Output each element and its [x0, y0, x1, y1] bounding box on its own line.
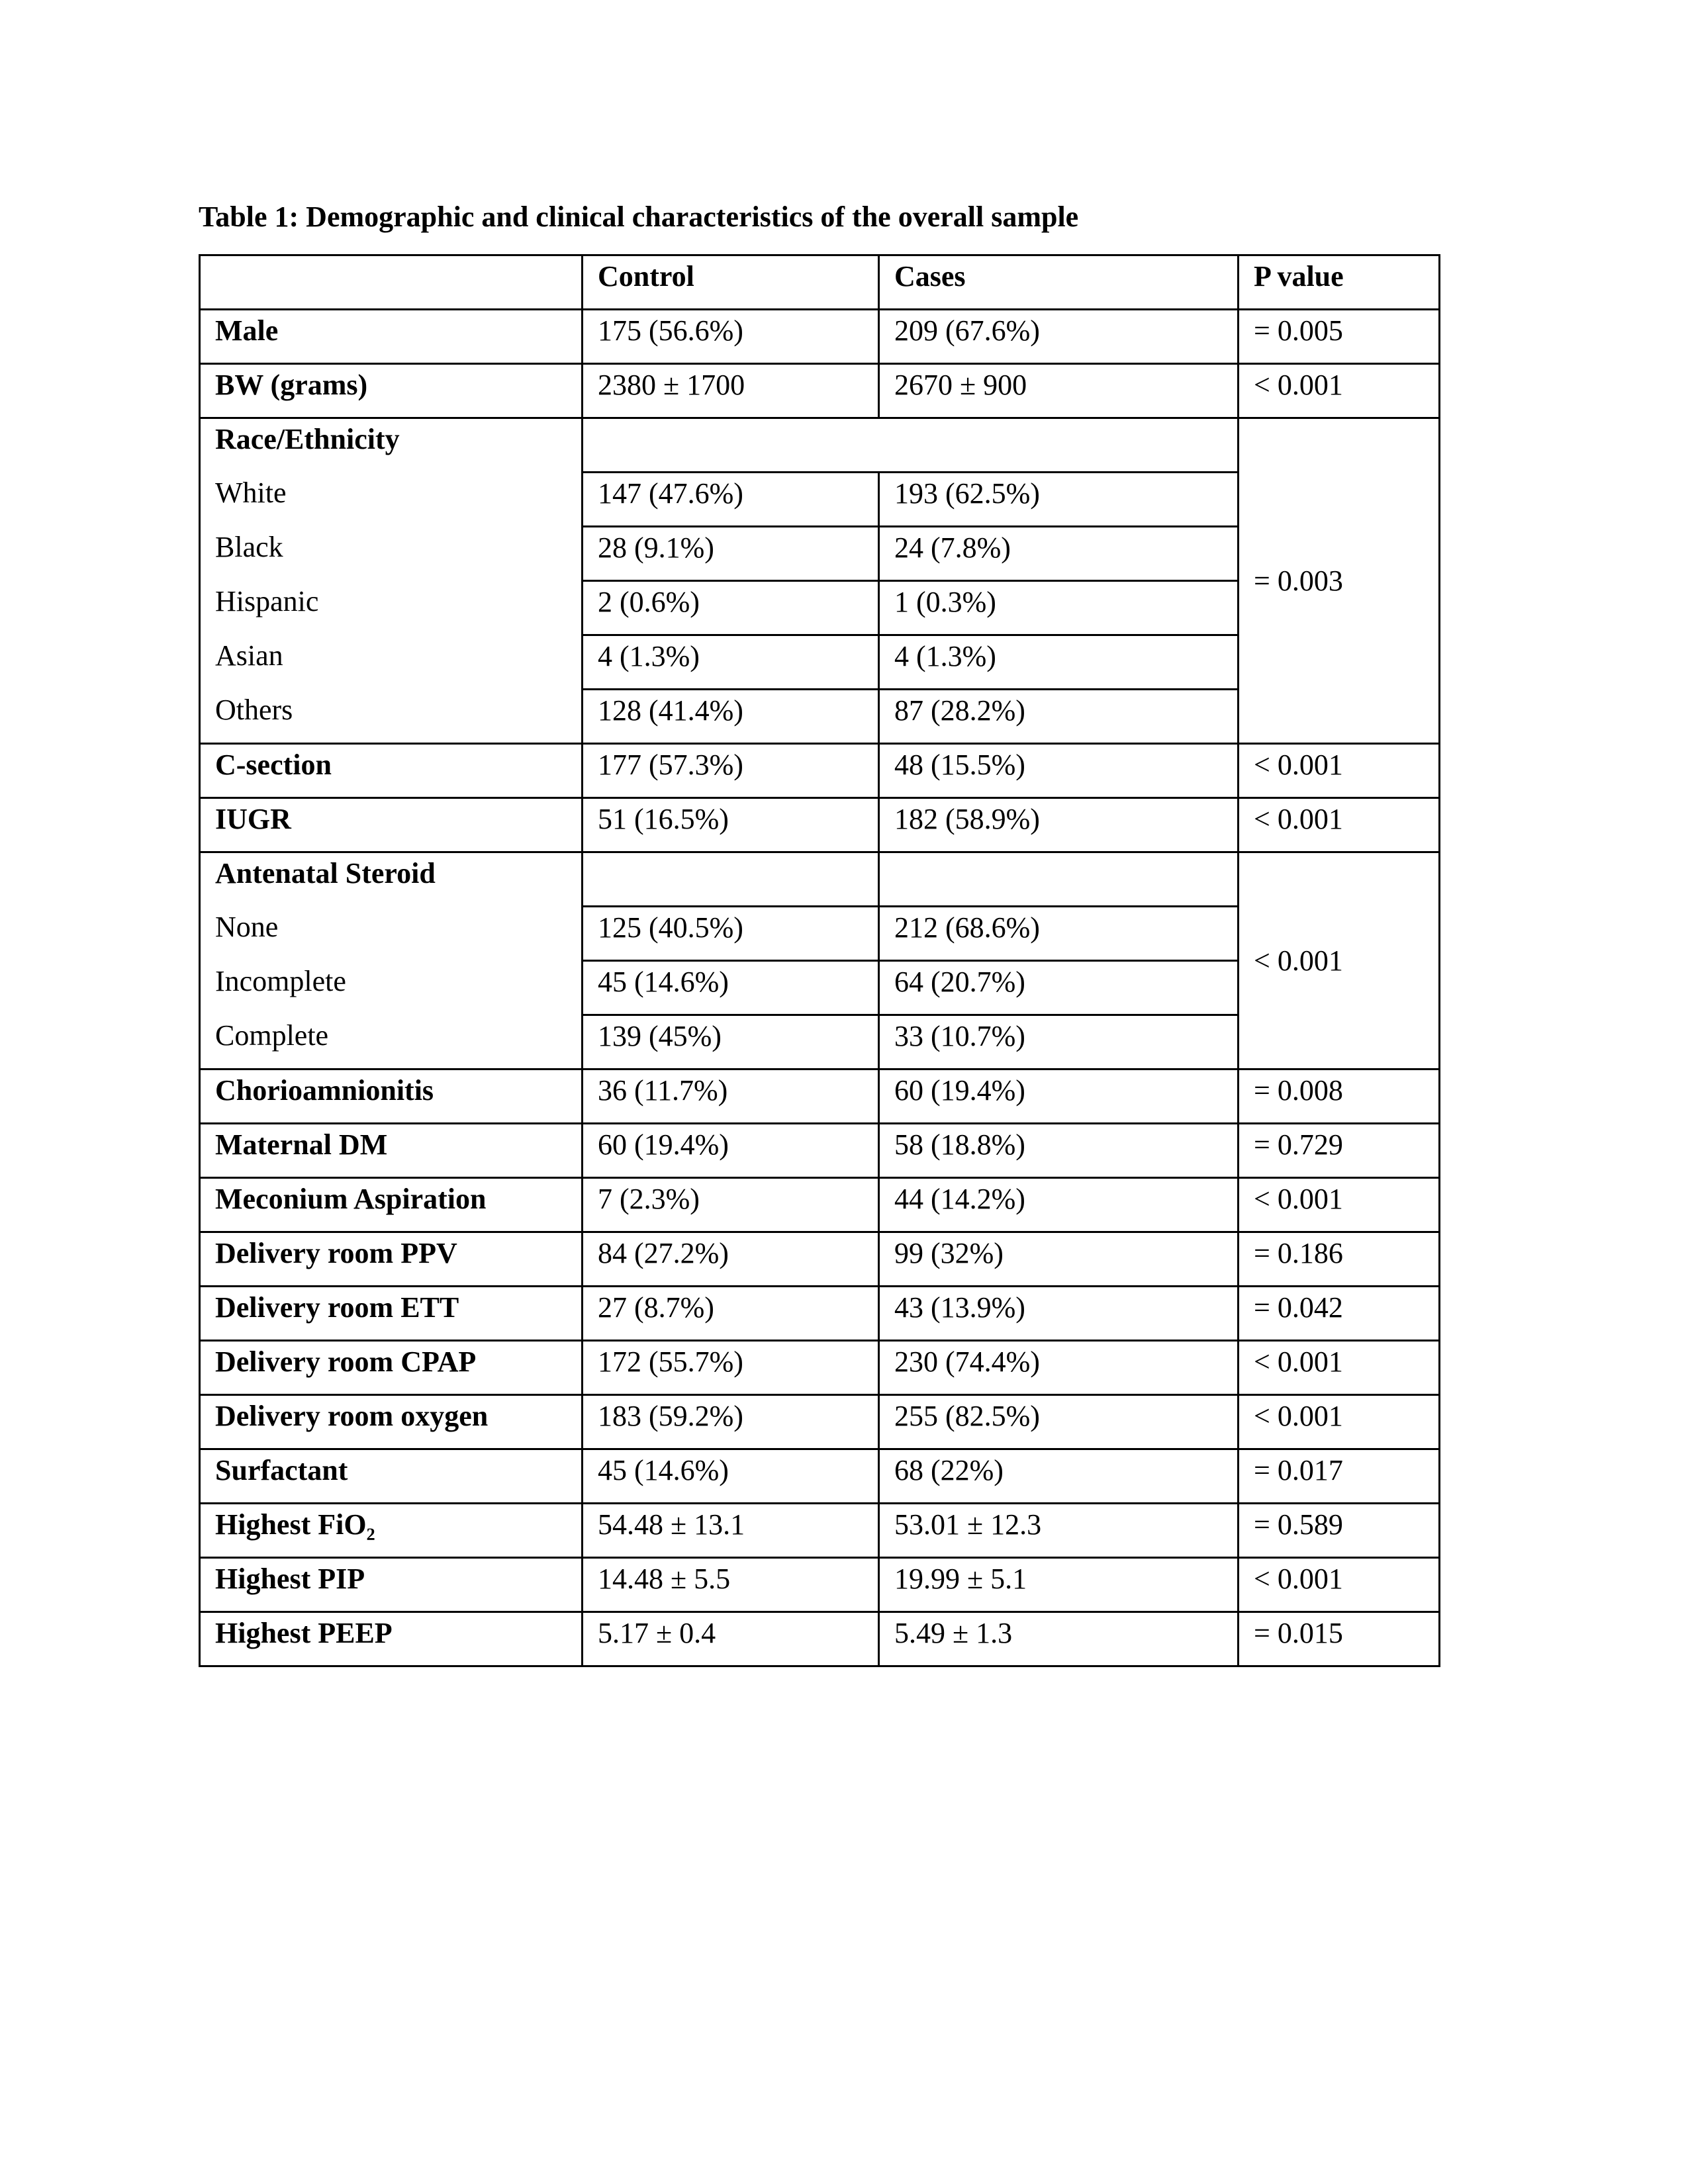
- cases-value: 19.99 ± 5.1: [879, 1558, 1239, 1612]
- p-value: < 0.001: [1239, 798, 1440, 852]
- table-row: [200, 1069, 1440, 1124]
- row-label: Highest FiO₂: [200, 1504, 583, 1558]
- sub-row-label: Hispanic: [200, 581, 583, 635]
- cases-value: 209 (67.6%): [879, 310, 1239, 364]
- empty-cell: [583, 852, 879, 907]
- control-value: 147 (47.6%): [583, 473, 879, 527]
- cases-value: 2670 ± 900: [879, 364, 1239, 418]
- table-row: [200, 1449, 1440, 1504]
- control-value: 4 (1.3%): [583, 635, 879, 690]
- table-row: [200, 1124, 1440, 1178]
- sub-row-label: None: [200, 907, 583, 961]
- row-label: Surfactant: [200, 1449, 583, 1504]
- sub-row-label: Asian: [200, 635, 583, 690]
- sub-row-label: Black: [200, 527, 583, 581]
- table-row: [200, 1558, 1440, 1612]
- row-label: Antenatal Steroid: [200, 852, 583, 907]
- row-label: Highest PEEP: [200, 1612, 583, 1666]
- p-value: = 0.003: [1239, 418, 1440, 744]
- p-value: < 0.001: [1239, 852, 1440, 1069]
- row-label: BW (grams): [200, 364, 583, 418]
- cases-value: 5.49 ± 1.3: [879, 1612, 1239, 1666]
- control-value: 2 (0.6%): [583, 581, 879, 635]
- control-value: 177 (57.3%): [583, 744, 879, 798]
- header-label-cell: [200, 255, 583, 310]
- sub-row-label: Incomplete: [200, 961, 583, 1015]
- table-row: [200, 1395, 1440, 1449]
- control-value: 28 (9.1%): [583, 527, 879, 581]
- cases-value: 53.01 ± 12.3: [879, 1504, 1239, 1558]
- cases-value: 33 (10.7%): [879, 1015, 1239, 1069]
- sub-row-label: Complete: [200, 1015, 583, 1069]
- p-value: = 0.008: [1239, 1069, 1440, 1124]
- p-value: < 0.001: [1239, 1395, 1440, 1449]
- cases-value: 193 (62.5%): [879, 473, 1239, 527]
- table-row: [200, 310, 1440, 364]
- table-row: [200, 1178, 1440, 1232]
- control-value: 45 (14.6%): [583, 1449, 879, 1504]
- control-value: 183 (59.2%): [583, 1395, 879, 1449]
- row-label: Meconium Aspiration: [200, 1178, 583, 1232]
- p-value: < 0.001: [1239, 1341, 1440, 1395]
- control-value: 27 (8.7%): [583, 1287, 879, 1341]
- row-label: Delivery room PPV: [200, 1232, 583, 1287]
- row-label: Maternal DM: [200, 1124, 583, 1178]
- row-label: Delivery room CPAP: [200, 1341, 583, 1395]
- cases-value: 48 (15.5%): [879, 744, 1239, 798]
- control-value: 172 (55.7%): [583, 1341, 879, 1395]
- table-caption: Table 1: Demographic and clinical characteristics of the overall sample: [199, 201, 1079, 233]
- characteristics-table: [199, 254, 1440, 1667]
- p-value: = 0.017: [1239, 1449, 1440, 1504]
- empty-merged-cell: [583, 418, 1239, 473]
- p-value: = 0.589: [1239, 1504, 1440, 1558]
- cases-value: 230 (74.4%): [879, 1341, 1239, 1395]
- row-label: Race/Ethnicity: [200, 418, 583, 473]
- row-label: IUGR: [200, 798, 583, 852]
- control-value: 51 (16.5%): [583, 798, 879, 852]
- empty-cell: [879, 852, 1239, 907]
- table-row: [200, 744, 1440, 798]
- table-header-row: [200, 255, 1440, 310]
- cases-value: 1 (0.3%): [879, 581, 1239, 635]
- header-control: Control: [583, 255, 879, 310]
- table-row: [200, 364, 1440, 418]
- p-value: < 0.001: [1239, 364, 1440, 418]
- cases-value: 68 (22%): [879, 1449, 1239, 1504]
- p-value: = 0.005: [1239, 310, 1440, 364]
- cases-value: 58 (18.8%): [879, 1124, 1239, 1178]
- cases-value: 64 (20.7%): [879, 961, 1239, 1015]
- cases-value: 44 (14.2%): [879, 1178, 1239, 1232]
- cases-value: 212 (68.6%): [879, 907, 1239, 961]
- control-value: 84 (27.2%): [583, 1232, 879, 1287]
- p-value: < 0.001: [1239, 744, 1440, 798]
- p-value: = 0.186: [1239, 1232, 1440, 1287]
- header-cases: Cases: [879, 255, 1239, 310]
- p-value: = 0.729: [1239, 1124, 1440, 1178]
- table-row: [200, 798, 1440, 852]
- row-label: Chorioamnionitis: [200, 1069, 583, 1124]
- control-value: 2380 ± 1700: [583, 364, 879, 418]
- control-value: 45 (14.6%): [583, 961, 879, 1015]
- control-value: 54.48 ± 13.1: [583, 1504, 879, 1558]
- p-value: = 0.042: [1239, 1287, 1440, 1341]
- table-row: [200, 1504, 1440, 1558]
- control-value: 14.48 ± 5.5: [583, 1558, 879, 1612]
- control-value: 175 (56.6%): [583, 310, 879, 364]
- sub-row-label: Others: [200, 690, 583, 744]
- control-value: 139 (45%): [583, 1015, 879, 1069]
- row-label: Male: [200, 310, 583, 364]
- row-label: Delivery room ETT: [200, 1287, 583, 1341]
- cases-value: 255 (82.5%): [879, 1395, 1239, 1449]
- table-row: [200, 1612, 1440, 1666]
- control-value: 60 (19.4%): [583, 1124, 879, 1178]
- table-row-group-header: [200, 418, 1440, 473]
- cases-value: 182 (58.9%): [879, 798, 1239, 852]
- control-value: 125 (40.5%): [583, 907, 879, 961]
- control-value: 36 (11.7%): [583, 1069, 879, 1124]
- row-label: Highest PIP: [200, 1558, 583, 1612]
- cases-value: 43 (13.9%): [879, 1287, 1239, 1341]
- cases-value: 99 (32%): [879, 1232, 1239, 1287]
- table-row-group-header: [200, 852, 1440, 907]
- cases-value: 24 (7.8%): [879, 527, 1239, 581]
- table-row: [200, 1232, 1440, 1287]
- p-value: < 0.001: [1239, 1558, 1440, 1612]
- control-value: 7 (2.3%): [583, 1178, 879, 1232]
- cases-value: 87 (28.2%): [879, 690, 1239, 744]
- table-row: [200, 1287, 1440, 1341]
- row-label: Delivery room oxygen: [200, 1395, 583, 1449]
- control-value: 5.17 ± 0.4: [583, 1612, 879, 1666]
- header-pvalue: P value: [1239, 255, 1440, 310]
- cases-value: 60 (19.4%): [879, 1069, 1239, 1124]
- row-label: C-section: [200, 744, 583, 798]
- p-value: = 0.015: [1239, 1612, 1440, 1666]
- cases-value: 4 (1.3%): [879, 635, 1239, 690]
- table-row: [200, 1341, 1440, 1395]
- control-value: 128 (41.4%): [583, 690, 879, 744]
- sub-row-label: White: [200, 473, 583, 527]
- p-value: < 0.001: [1239, 1178, 1440, 1232]
